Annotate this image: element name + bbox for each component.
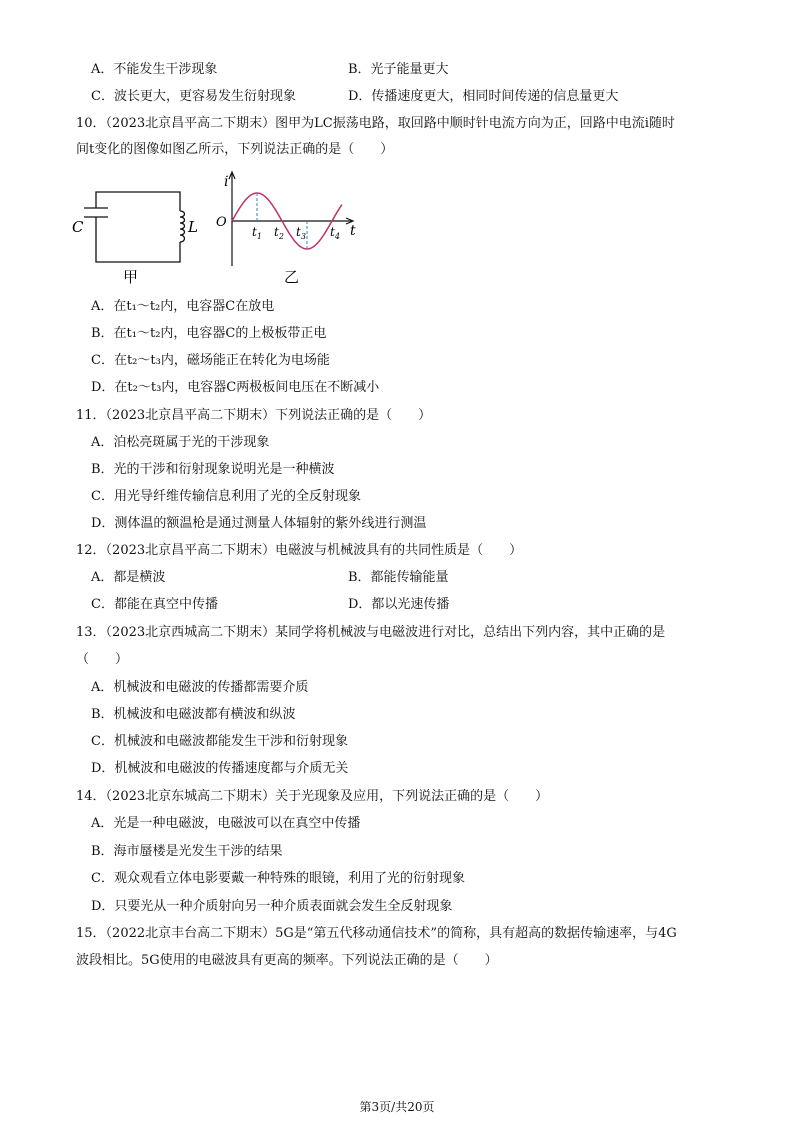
inductor-label: L bbox=[188, 218, 198, 236]
q10-option-c: C．在t₂～t₃内，磁场能正在转化为电场能 bbox=[91, 353, 330, 368]
q11-stem: 11．（2023北京昌平高二下期末）下列说法正确的是（ ） bbox=[76, 408, 432, 423]
tick-t3: $t_3$ bbox=[296, 225, 306, 241]
q13-stem-line-2: （ ） bbox=[76, 652, 129, 667]
q14-option-d: D．只要光从一种介质射向另一种介质表面就会发生全反射现象 bbox=[91, 899, 453, 914]
q10-option-d: D．在t₂～t₃内，电容器C两极板间电压在不断减小 bbox=[91, 380, 380, 395]
q13-option-a: A．机械波和电磁波的传播都需要介质 bbox=[91, 680, 309, 695]
q11-option-d: D．测体温的额温枪是通过测量人体辐射的紫外线进行测温 bbox=[91, 516, 427, 531]
capacitor-label: C bbox=[72, 218, 84, 236]
q10-stem-line-2: 间t变化的图像如图乙所示，下列说法正确的是（ ） bbox=[76, 142, 394, 157]
lc-circuit bbox=[84, 192, 185, 262]
page-footer: 第3页/共20页 bbox=[359, 1100, 435, 1114]
q10-figure bbox=[70, 166, 360, 286]
q9-option-d: D．传播速度更大，相同时间传递的信息量更大 bbox=[348, 89, 619, 104]
graph-axes bbox=[229, 172, 353, 266]
q12-option-a: A．都是横波 bbox=[91, 570, 166, 585]
t-axis-label: t bbox=[350, 223, 356, 239]
origin-label: O bbox=[216, 215, 227, 230]
q15-stem-line-1: 15．（2022北京丰台高二下期末）5G是“第五代移动通信技术”的简称，具有超高的数据传输速率，与4G bbox=[76, 926, 677, 941]
q10-stem-line-1: 10．（2023北京昌平高二下期末）图甲为LC振荡电路，取回路中顺时针电流方向为正，回路中电流i随时 bbox=[76, 116, 675, 131]
inductor-coil bbox=[180, 211, 185, 242]
q11-option-c: C．用光导纤维传输信息利用了光的全反射现象 bbox=[91, 489, 361, 504]
q9-option-c: C．波长更大，更容易发生衍射现象 bbox=[91, 89, 296, 104]
circuit-caption: 甲 bbox=[123, 268, 139, 286]
q12-option-c: C．都能在真空中传播 bbox=[91, 597, 218, 612]
tick-labels bbox=[252, 225, 340, 241]
q14-stem: 14．（2023北京东城高二下期末）关于光现象及应用，下列说法正确的是（ ） bbox=[76, 789, 549, 804]
q12-option-d: D．都以光速传播 bbox=[348, 597, 450, 612]
q10-option-b: B．在t₁～t₂内，电容器C的上极板带正电 bbox=[91, 326, 327, 341]
q14-option-a: A．光是一种电磁波，电磁波可以在真空中传播 bbox=[91, 816, 361, 831]
tick-t2: $t_2$ bbox=[274, 225, 284, 241]
q14-option-b: B．海市蜃楼是光发生干涉的结果 bbox=[91, 844, 283, 859]
q15-stem-line-2: 波段相比。5G使用的电磁波具有更高的频率。下列说法正确的是（ ） bbox=[76, 953, 498, 968]
i-axis-label: i bbox=[224, 174, 229, 190]
q13-stem-line-1: 13．（2023北京西城高二下期末）某同学将机械波与电磁波进行对比，总结出下列内容，其中正确的是 bbox=[76, 625, 666, 640]
q11-option-a: A．泊松亮斑属于光的干涉现象 bbox=[91, 435, 270, 450]
q13-option-d: D．机械波和电磁波的传播速度都与介质无关 bbox=[91, 761, 349, 776]
tick-t1: $t_1$ bbox=[252, 225, 262, 241]
q14-option-c: C．观众观看立体电影要戴一种特殊的眼镜，利用了光的衍射现象 bbox=[91, 871, 465, 886]
q13-option-b: B．机械波和电磁波都有横波和纵波 bbox=[91, 707, 296, 722]
q9-option-b: B．光子能量更大 bbox=[348, 62, 449, 77]
q9-option-a: A．不能发生干涉现象 bbox=[91, 62, 218, 77]
tick-t4: $t_4$ bbox=[330, 225, 340, 241]
q12-option-b: B．都能传输能量 bbox=[348, 570, 449, 585]
q13-option-c: C．机械波和电磁波都能发生干涉和衍射现象 bbox=[91, 734, 348, 749]
q12-stem: 12．（2023北京昌平高二下期末）电磁波与机械波具有的共同性质是（ ） bbox=[76, 543, 523, 558]
q11-option-b: B．光的干涉和衍射现象说明光是一种横波 bbox=[91, 462, 335, 477]
graph-caption: 乙 bbox=[284, 268, 300, 286]
q10-option-a: A．在t₁～t₂内，电容器C在放电 bbox=[91, 299, 275, 314]
